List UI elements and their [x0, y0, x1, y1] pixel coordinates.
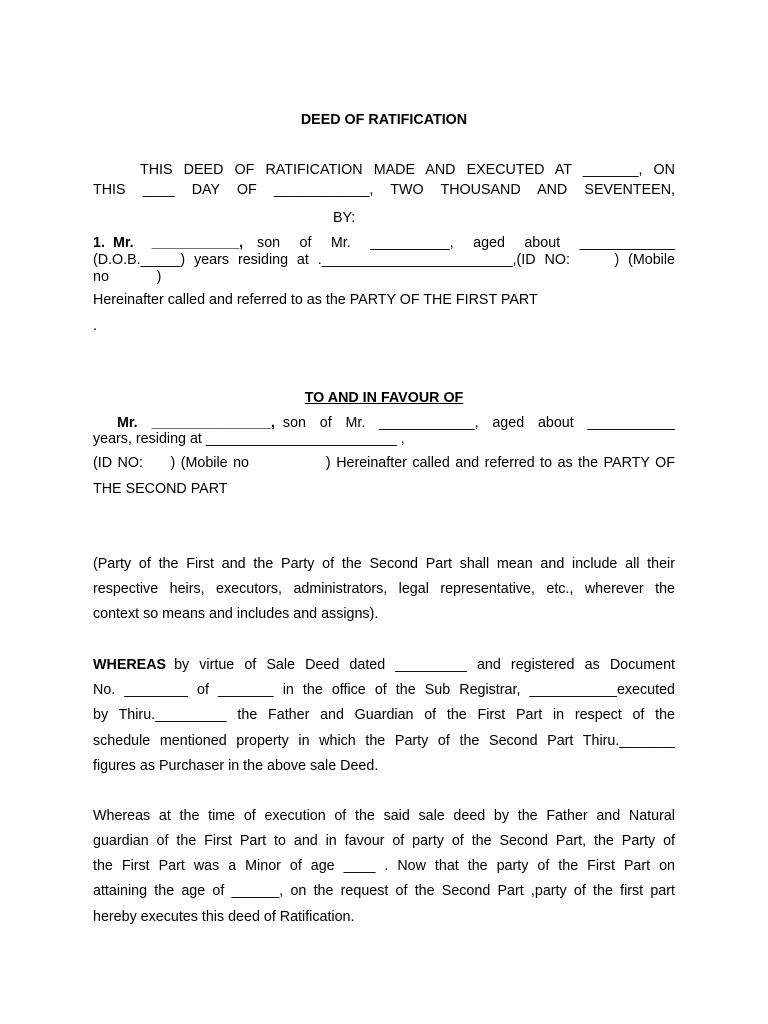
party2-line-1: [117, 415, 675, 432]
party2-line-2: years, residing at ________________________ ,: [93, 431, 405, 447]
party1-line-2: (D.O.B._____) years residing at .________________________,(ID NO: ) (Mobile: [93, 252, 675, 268]
whereas2-line-5: hereby executes this deed of Ratification.: [93, 909, 355, 925]
party2-name-blank: _______________,: [151, 415, 275, 431]
party2-mr: Mr.: [117, 415, 138, 431]
definition-line-3: context so means and includes and assigns).: [93, 606, 379, 622]
whereas2-line-3: the First Part was a Minor of age ____ . Now that the party of the First Part on: [93, 858, 675, 874]
whereas2-line-1: Whereas at the time of execution of the said sale deed by the Father and Natural: [93, 808, 675, 824]
whereas1-line-1-rest: by virtue of Sale Deed dated _________ and registered as Document: [174, 657, 675, 673]
party1-referred: Hereinafter called and referred to as the PARTY OF THE FIRST PART: [93, 292, 538, 308]
party1-line-3: no ): [93, 269, 162, 285]
party1-mr: Mr.: [112, 235, 134, 251]
party1-dot: .: [93, 318, 97, 334]
by-label: BY:: [333, 210, 356, 226]
party1-line-1-rest: son of Mr. __________, aged about ____________: [257, 235, 675, 251]
intro-line-2: THIS ____ DAY OF ____________, TWO THOUSAND AND SEVENTEEN,: [93, 182, 675, 198]
whereas1-line-4: schedule mentioned property in which the Party of the Second Part Thiru._______: [93, 733, 675, 749]
definition-line-2: respective heirs, executors, administrators, legal representative, etc., wherever the: [93, 581, 675, 597]
intro-line-1: THIS DEED OF RATIFICATION MADE AND EXECUTED AT _______, ON: [140, 162, 675, 178]
party2-line-4: THE SECOND PART: [93, 481, 228, 497]
whereas1-line-5: figures as Purchaser in the above sale Deed.: [93, 758, 379, 774]
whereas1-line-2: No. ________ of _______ in the office of the Sub Registrar, ___________executed: [93, 682, 675, 698]
whereas2-line-4: attaining the age of ______, on the request of the Second Part ,party of the first part: [93, 883, 675, 899]
whereas1-lead: WHEREAS: [93, 657, 167, 673]
whereas1-line-1: [93, 657, 675, 674]
party1-line-1: [93, 235, 675, 252]
whereas1-line-3: by Thiru._________ the Father and Guardian of the First Part in respect of the: [93, 707, 675, 723]
party2-line-1-rest: son of Mr. ____________, aged about ___________: [282, 415, 675, 431]
document-title: DEED OF RATIFICATION: [300, 112, 468, 128]
party1-name-blank: ___________,: [151, 235, 244, 251]
party1-number: 1.: [93, 235, 105, 251]
definition-line-1: (Party of the First and the Party of the Second Part shall mean and include all their: [93, 556, 675, 572]
whereas2-line-2: guardian of the First Part to and in favour of party of the Second Part, the Party of: [93, 833, 675, 849]
party2-line-3: (ID NO: ) (Mobile no ) Hereinafter called and referred to as the PARTY OF: [93, 455, 675, 471]
favour-heading: TO AND IN FAVOUR OF: [304, 390, 464, 406]
